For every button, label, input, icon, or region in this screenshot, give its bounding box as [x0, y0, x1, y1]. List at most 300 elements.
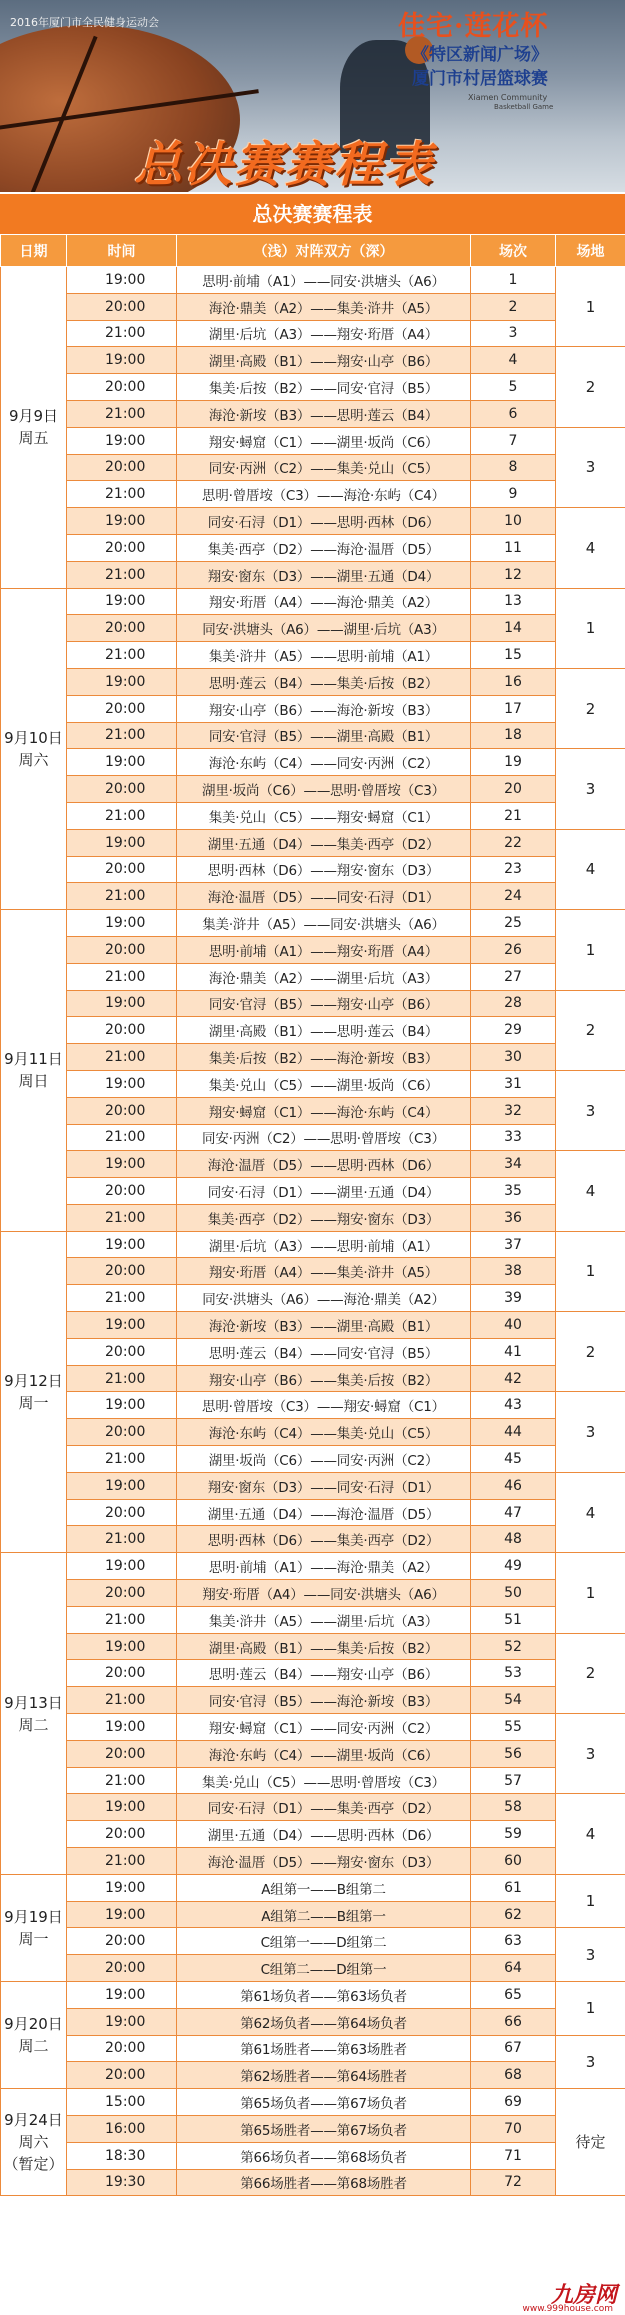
banner-title: 总决赛赛程表	[134, 137, 435, 192]
date-cell	[1, 1553, 67, 1875]
event-subtitle: 《特区新闻广场》	[412, 45, 548, 65]
time-cell: 19:00	[67, 508, 177, 535]
table-row	[1, 1204, 625, 1231]
matchup-cell: 集美·后按（B2）——海沧·新垵（B3）	[177, 1044, 471, 1071]
time-cell: 20:00	[67, 1258, 177, 1285]
time-cell: 20:00	[67, 1821, 177, 1848]
time-cell: 20:00	[67, 293, 177, 320]
matchup-cell: 思明·西林（D6）——翔安·窗东（D3）	[177, 856, 471, 883]
matchup-cell: 翔安·蟳窟（C1）——海沧·东屿（C4）	[177, 1097, 471, 1124]
time-cell: 20:00	[67, 695, 177, 722]
time-cell: 21:00	[67, 561, 177, 588]
game-number-cell: 25	[471, 910, 556, 937]
game-number-cell: 39	[471, 1285, 556, 1312]
table-row	[1, 1472, 625, 1499]
date-text: 周六	[18, 750, 49, 769]
table-row	[1, 910, 625, 937]
event-english-line2: Basketball Game	[494, 103, 554, 111]
matchup-cell: 翔安·山亭（B6）——集美·后按（B2）	[177, 1365, 471, 1392]
date-cell	[1, 1874, 67, 1981]
game-number-cell: 28	[471, 990, 556, 1017]
time-cell: 19:00	[67, 1472, 177, 1499]
table-row	[1, 1928, 625, 1955]
matchup-cell: 翔安·珩厝（A4）——同安·洪塘头（A6）	[177, 1580, 471, 1607]
venue-cell: 3	[556, 427, 625, 507]
table-row	[1, 1446, 625, 1473]
matchup-cell: 海沧·鼎美（A2）——湖里·后坑（A3）	[177, 963, 471, 990]
matchup-cell: 湖里·五通（D4）——海沧·温厝（D5）	[177, 1499, 471, 1526]
time-cell: 20:00	[67, 1660, 177, 1687]
table-row	[1, 963, 625, 990]
matchup-cell: 翔安·珩厝（A4）——集美·浒井（A5）	[177, 1258, 471, 1285]
table-row	[1, 615, 625, 642]
event-name: 厦门市村居篮球赛	[412, 69, 548, 89]
table-row	[1, 1070, 625, 1097]
venue-cell: 2	[556, 668, 625, 748]
matchup-cell: 海沧·东屿（C4）——集美·兑山（C5）	[177, 1419, 471, 1446]
table-row	[1, 1794, 625, 1821]
time-cell: 20:00	[67, 1178, 177, 1205]
game-number-cell: 53	[471, 1660, 556, 1687]
venue-cell: 2	[556, 1312, 625, 1392]
matchup-cell: 湖里·后坑（A3）——翔安·珩厝（A4）	[177, 320, 471, 347]
table-row	[1, 534, 625, 561]
time-cell: 20:00	[67, 1338, 177, 1365]
table-row	[1, 1660, 625, 1687]
table-row	[1, 481, 625, 508]
date-text: 周二	[18, 2037, 49, 2056]
date-cell	[1, 1231, 67, 1553]
matchup-cell: 同安·石浔（D1）——集美·西亭（D2）	[177, 1794, 471, 1821]
time-cell: 20:00	[67, 856, 177, 883]
table-row	[1, 1580, 625, 1607]
organizer-text: 2016年厦门市全民健身运动会	[10, 16, 159, 29]
time-cell: 20:00	[67, 534, 177, 561]
matchup-cell: 思明·西林（D6）——集美·西亭（D2）	[177, 1526, 471, 1553]
time-cell: 19:00	[67, 1714, 177, 1741]
table-row	[1, 856, 625, 883]
matchup-cell: 思明·前埔（A1）——同安·洪塘头（A6）	[177, 267, 471, 294]
matchup-cell: 同安·官浔（B5）——湖里·高殿（B1）	[177, 722, 471, 749]
venue-cell: 3	[556, 749, 625, 829]
matchup-cell: 同安·官浔（B5）——海沧·新垵（B3）	[177, 1687, 471, 1714]
matchup-cell: 集美·浒井（A5）——湖里·后坑（A3）	[177, 1606, 471, 1633]
matchup-cell: 同安·丙洲（C2）——思明·曾厝垵（C3）	[177, 1124, 471, 1151]
date-cell	[1, 2089, 67, 2196]
game-number-cell: 30	[471, 1044, 556, 1071]
time-cell: 21:00	[67, 802, 177, 829]
date-cell	[1, 267, 67, 589]
time-cell: 20:00	[67, 1097, 177, 1124]
time-cell: 21:00	[67, 400, 177, 427]
time-cell: 19:00	[67, 2008, 177, 2035]
time-cell: 20:00	[67, 374, 177, 401]
schedule-sheet	[0, 194, 625, 2315]
time-cell: 19:00	[67, 1312, 177, 1339]
game-number-cell: 67	[471, 2035, 556, 2062]
game-number-cell: 66	[471, 2008, 556, 2035]
time-cell: 19:00	[67, 749, 177, 776]
game-number-cell: 59	[471, 1821, 556, 1848]
venue-cell: 1	[556, 910, 625, 990]
game-number-cell: 36	[471, 1204, 556, 1231]
venue-cell: 4	[556, 1151, 625, 1231]
table-row	[1, 1124, 625, 1151]
matchup-cell: 同安·石浔（D1）——湖里·五通（D4）	[177, 1178, 471, 1205]
time-cell: 15:00	[67, 2089, 177, 2116]
matchup-cell: 海沧·新垵（B3）——思明·莲云（B4）	[177, 400, 471, 427]
matchup-cell: 海沧·东屿（C4）——湖里·坂尚（C6）	[177, 1740, 471, 1767]
table-row	[1, 2008, 625, 2035]
table-row	[1, 1312, 625, 1339]
matchup-cell: 翔安·蟳窟（C1）——湖里·坂尚（C6）	[177, 427, 471, 454]
venue-cell: 4	[556, 829, 625, 909]
game-number-cell: 72	[471, 2169, 556, 2196]
time-cell: 21:00	[67, 1687, 177, 1714]
table-row	[1, 1955, 625, 1982]
game-number-cell: 26	[471, 936, 556, 963]
game-number-cell: 64	[471, 1955, 556, 1982]
table-row	[1, 695, 625, 722]
matchup-cell: C组第二——D组第一	[177, 1955, 471, 1982]
game-number-cell: 23	[471, 856, 556, 883]
game-number-cell: 15	[471, 642, 556, 669]
table-row	[1, 374, 625, 401]
matchup-cell: 海沧·新垵（B3）——湖里·高殿（B1）	[177, 1312, 471, 1339]
matchup-cell: 翔安·窗东（D3）——湖里·五通（D4）	[177, 561, 471, 588]
date-text: 周二	[18, 1715, 49, 1734]
game-number-cell: 9	[471, 481, 556, 508]
time-cell: 19:00	[67, 427, 177, 454]
table-row	[1, 2169, 625, 2196]
table-row	[1, 1848, 625, 1875]
matchup-cell: 集美·兑山（C5）——思明·曾厝垵（C3）	[177, 1767, 471, 1794]
venue-cell: 3	[556, 2035, 625, 2089]
game-number-cell: 22	[471, 829, 556, 856]
venue-cell: 3	[556, 1714, 625, 1794]
table-row	[1, 454, 625, 481]
game-number-cell: 68	[471, 2062, 556, 2089]
time-cell: 20:00	[67, 1955, 177, 1982]
matchup-cell: 集美·兑山（C5）——翔安·蟳窟（C1）	[177, 802, 471, 829]
date-text: 9月19日	[4, 1907, 63, 1926]
watermark-logo: 九房网	[550, 2283, 617, 2308]
matchup-cell: A组第一——B组第二	[177, 1874, 471, 1901]
schedule-body	[1, 267, 625, 2196]
game-number-cell: 52	[471, 1633, 556, 1660]
game-number-cell: 2	[471, 293, 556, 320]
date-text: 周五	[18, 429, 49, 448]
time-cell: 20:00	[67, 1740, 177, 1767]
matchup-cell: 第62场负者——第64场负者	[177, 2008, 471, 2035]
venue-cell: 待定	[556, 2089, 625, 2196]
venue-cell: 2	[556, 347, 625, 427]
game-number-cell: 8	[471, 454, 556, 481]
date-cell	[1, 1982, 67, 2089]
time-cell: 20:00	[67, 936, 177, 963]
table-row	[1, 1365, 625, 1392]
game-number-cell: 47	[471, 1499, 556, 1526]
time-cell: 21:00	[67, 722, 177, 749]
table-row	[1, 1285, 625, 1312]
time-cell: 20:00	[67, 1580, 177, 1607]
matchup-cell: 集美·兑山（C5）——湖里·坂尚（C6）	[177, 1070, 471, 1097]
time-cell: 19:00	[67, 1070, 177, 1097]
venue-cell: 1	[556, 1231, 625, 1311]
table-row	[1, 1606, 625, 1633]
schedule-table	[0, 234, 625, 2196]
table-row	[1, 427, 625, 454]
time-cell: 19:00	[67, 1553, 177, 1580]
table-row	[1, 267, 625, 294]
table-row	[1, 2062, 625, 2089]
game-number-cell: 56	[471, 1740, 556, 1767]
game-number-cell: 50	[471, 1580, 556, 1607]
header-banner	[0, 0, 625, 192]
table-row	[1, 347, 625, 374]
time-cell: 19:00	[67, 990, 177, 1017]
game-number-cell: 29	[471, 1017, 556, 1044]
matchup-cell: 同安·丙洲（C2）——集美·兑山（C5）	[177, 454, 471, 481]
time-cell: 21:00	[67, 1606, 177, 1633]
matchup-cell: 同安·石浔（D1）——思明·西林（D6）	[177, 508, 471, 535]
game-number-cell: 54	[471, 1687, 556, 1714]
game-number-cell: 42	[471, 1365, 556, 1392]
time-cell: 21:00	[67, 1848, 177, 1875]
time-cell: 21:00	[67, 963, 177, 990]
game-number-cell: 31	[471, 1070, 556, 1097]
table-row	[1, 2089, 625, 2116]
table-row	[1, 1258, 625, 1285]
game-number-cell: 12	[471, 561, 556, 588]
date-text: 9月13日	[4, 1693, 63, 1712]
time-cell: 19:00	[67, 1901, 177, 1928]
table-row	[1, 1874, 625, 1901]
time-cell: 21:00	[67, 1124, 177, 1151]
game-number-cell: 63	[471, 1928, 556, 1955]
matchup-cell: 同安·官浔（B5）——翔安·山亭（B6）	[177, 990, 471, 1017]
venue-cell: 4	[556, 1794, 625, 1874]
table-row	[1, 990, 625, 1017]
table-row	[1, 2115, 625, 2142]
matchup-cell: 海沧·温厝（D5）——翔安·窗东（D3）	[177, 1848, 471, 1875]
time-cell: 19:00	[67, 910, 177, 937]
time-cell: 20:00	[67, 1017, 177, 1044]
date-text: （暂定）	[3, 2155, 64, 2174]
table-row	[1, 1419, 625, 1446]
game-number-cell: 46	[471, 1472, 556, 1499]
table-row	[1, 588, 625, 615]
game-number-cell: 58	[471, 1794, 556, 1821]
game-number-cell: 60	[471, 1848, 556, 1875]
matchup-cell: 思明·曾厝垵（C3）——海沧·东屿（C4）	[177, 481, 471, 508]
game-number-cell: 14	[471, 615, 556, 642]
venue-cell: 1	[556, 1982, 625, 2036]
matchup-cell: 思明·前埔（A1）——海沧·鼎美（A2）	[177, 1553, 471, 1580]
game-number-cell: 27	[471, 963, 556, 990]
event-english-line1: Xiamen Community	[468, 93, 548, 102]
table-row	[1, 776, 625, 803]
time-cell: 19:30	[67, 2169, 177, 2196]
date-text: 9月24日	[4, 2111, 63, 2130]
time-cell: 21:00	[67, 481, 177, 508]
game-number-cell: 40	[471, 1312, 556, 1339]
watermark-url: www.999house.com	[522, 2304, 613, 2314]
time-cell: 20:00	[67, 1419, 177, 1446]
time-cell: 19:00	[67, 829, 177, 856]
table-row	[1, 1767, 625, 1794]
game-number-cell: 61	[471, 1874, 556, 1901]
time-cell: 21:00	[67, 1365, 177, 1392]
header-game-no: 场次	[471, 235, 556, 267]
game-number-cell: 3	[471, 320, 556, 347]
table-row	[1, 802, 625, 829]
matchup-cell: 第65场胜者——第67场负者	[177, 2115, 471, 2142]
matchup-cell: 海沧·温厝（D5）——思明·西林（D6）	[177, 1151, 471, 1178]
table-row	[1, 668, 625, 695]
matchup-cell: 集美·浒井（A5）——思明·前埔（A1）	[177, 642, 471, 669]
time-cell: 20:00	[67, 615, 177, 642]
matchup-cell: 海沧·鼎美（A2）——集美·浒井（A5）	[177, 293, 471, 320]
time-cell: 20:00	[67, 776, 177, 803]
date-cell	[1, 910, 67, 1232]
matchup-cell: 思明·莲云（B4）——同安·官浔（B5）	[177, 1338, 471, 1365]
time-cell: 18:30	[67, 2142, 177, 2169]
venue-cell: 3	[556, 1928, 625, 1982]
table-row	[1, 1821, 625, 1848]
table-row	[1, 2142, 625, 2169]
matchup-cell: 湖里·后坑（A3）——思明·前埔（A1）	[177, 1231, 471, 1258]
game-number-cell: 71	[471, 2142, 556, 2169]
matchup-cell: 集美·浒井（A5）——同安·洪塘头（A6）	[177, 910, 471, 937]
table-row	[1, 1687, 625, 1714]
game-number-cell: 44	[471, 1419, 556, 1446]
matchup-cell: A组第二——B组第一	[177, 1901, 471, 1928]
time-cell: 19:00	[67, 668, 177, 695]
game-number-cell: 57	[471, 1767, 556, 1794]
table-row	[1, 2035, 625, 2062]
game-number-cell: 41	[471, 1338, 556, 1365]
date-cell	[1, 588, 67, 910]
date-text: 周一	[18, 1929, 49, 1948]
brand-logo: 佳宅·莲花杯	[398, 11, 549, 42]
game-number-cell: 1	[471, 267, 556, 294]
table-row	[1, 293, 625, 320]
time-cell: 19:00	[67, 1794, 177, 1821]
header-venue: 场地	[556, 235, 625, 267]
time-cell: 20:00	[67, 454, 177, 481]
table-row	[1, 1178, 625, 1205]
game-number-cell: 10	[471, 508, 556, 535]
table-row	[1, 1526, 625, 1553]
game-number-cell: 13	[471, 588, 556, 615]
matchup-cell: 湖里·坂尚（C6）——同安·丙洲（C2）	[177, 1446, 471, 1473]
header-matchup: （浅）对阵双方（深）	[177, 235, 471, 267]
time-cell: 20:00	[67, 1499, 177, 1526]
table-row	[1, 936, 625, 963]
matchup-cell: 第61场负者——第63场负者	[177, 1982, 471, 2009]
table-row	[1, 722, 625, 749]
time-cell: 16:00	[67, 2115, 177, 2142]
matchup-cell: 第65场负者——第67场负者	[177, 2089, 471, 2116]
game-number-cell: 18	[471, 722, 556, 749]
table-row	[1, 1553, 625, 1580]
game-number-cell: 6	[471, 400, 556, 427]
venue-cell: 1	[556, 1553, 625, 1633]
matchup-cell: 同安·洪塘头（A6）——湖里·后坑（A3）	[177, 615, 471, 642]
date-text: 9月11日	[4, 1050, 63, 1069]
game-number-cell: 62	[471, 1901, 556, 1928]
time-cell: 20:00	[67, 2035, 177, 2062]
table-row	[1, 1714, 625, 1741]
matchup-cell: 翔安·珩厝（A4）——海沧·鼎美（A2）	[177, 588, 471, 615]
matchup-cell: 湖里·高殿（B1）——集美·后按（B2）	[177, 1633, 471, 1660]
time-cell: 19:00	[67, 588, 177, 615]
matchup-cell: 海沧·东屿（C4）——同安·丙洲（C2）	[177, 749, 471, 776]
table-row	[1, 320, 625, 347]
time-cell: 19:00	[67, 1151, 177, 1178]
venue-cell: 3	[556, 1392, 625, 1472]
table-row	[1, 1338, 625, 1365]
matchup-cell: 湖里·高殿（B1）——翔安·山亭（B6）	[177, 347, 471, 374]
time-cell: 20:00	[67, 2062, 177, 2089]
game-number-cell: 33	[471, 1124, 556, 1151]
game-number-cell: 21	[471, 802, 556, 829]
table-row	[1, 1231, 625, 1258]
game-number-cell: 24	[471, 883, 556, 910]
matchup-cell: 湖里·坂尚（C6）——思明·曾厝垵（C3）	[177, 776, 471, 803]
game-number-cell: 34	[471, 1151, 556, 1178]
matchup-cell: 翔安·山亭（B6）——海沧·新垵（B3）	[177, 695, 471, 722]
time-cell: 19:00	[67, 267, 177, 294]
table-row	[1, 1633, 625, 1660]
table-row	[1, 1017, 625, 1044]
header-date: 日期	[1, 235, 67, 267]
game-number-cell: 65	[471, 1982, 556, 2009]
time-cell: 21:00	[67, 883, 177, 910]
time-cell: 20:00	[67, 1928, 177, 1955]
matchup-cell: 集美·后按（B2）——同安·官浔（B5）	[177, 374, 471, 401]
game-number-cell: 32	[471, 1097, 556, 1124]
matchup-cell: 翔安·蟳窟（C1）——同安·丙洲（C2）	[177, 1714, 471, 1741]
table-row	[1, 1740, 625, 1767]
date-text: 9月10日	[4, 728, 63, 747]
time-cell: 19:00	[67, 1231, 177, 1258]
table-row	[1, 1097, 625, 1124]
matchup-cell: 思明·曾厝垵（C3）——翔安·蟳窟（C1）	[177, 1392, 471, 1419]
matchup-cell: 集美·西亭（D2）——海沧·温厝（D5）	[177, 534, 471, 561]
game-number-cell: 17	[471, 695, 556, 722]
game-number-cell: 4	[471, 347, 556, 374]
venue-cell: 2	[556, 990, 625, 1070]
table-row	[1, 1901, 625, 1928]
matchup-cell: 思明·莲云（B4）——集美·后按（B2）	[177, 668, 471, 695]
game-number-cell: 11	[471, 534, 556, 561]
time-cell: 19:00	[67, 1874, 177, 1901]
venue-cell: 2	[556, 1633, 625, 1713]
game-number-cell: 70	[471, 2115, 556, 2142]
date-text: 9月12日	[4, 1371, 63, 1390]
table-row	[1, 642, 625, 669]
matchup-cell: 第62场胜者——第64场胜者	[177, 2062, 471, 2089]
game-number-cell: 55	[471, 1714, 556, 1741]
matchup-cell: 思明·前埔（A1）——翔安·珩厝（A4）	[177, 936, 471, 963]
matchup-cell: 湖里·五通（D4）——集美·西亭（D2）	[177, 829, 471, 856]
time-cell: 21:00	[67, 1285, 177, 1312]
time-cell: 19:00	[67, 1633, 177, 1660]
schedule-title: 总决赛赛程表	[0, 194, 625, 234]
table-row	[1, 1392, 625, 1419]
